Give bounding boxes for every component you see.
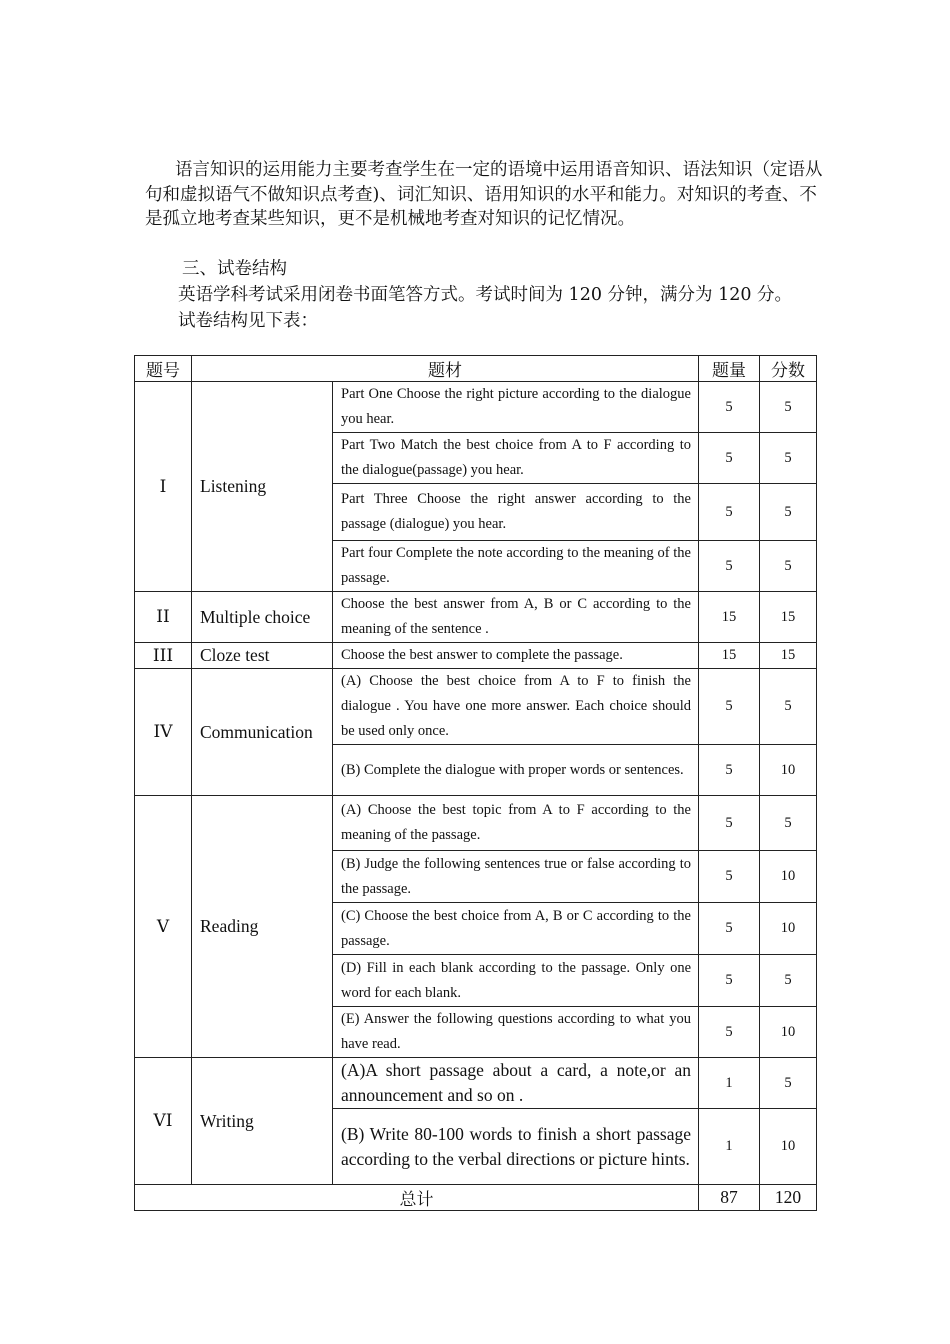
part-count: 5	[699, 669, 760, 745]
section-number: I	[135, 382, 192, 592]
table-total-row	[135, 1185, 817, 1211]
part-description: (C) Choose the best choice from A, B or C according to the passage.	[333, 903, 699, 955]
section-heading: 三、试卷结构	[182, 259, 287, 279]
part-count: 5	[699, 955, 760, 1007]
part-score: 10	[760, 903, 817, 955]
part-score: 5	[760, 669, 817, 745]
header-score: 分数	[760, 356, 817, 382]
part-description: (B) Judge the following sentences true or false according to the passage.	[333, 851, 699, 903]
part-score: 10	[760, 745, 817, 796]
part-score: 5	[760, 1058, 817, 1109]
part-score: 5	[760, 433, 817, 484]
part-description: (B) Write 80-100 words to finish a short passage according to the verbal directions or picture hints.	[333, 1109, 699, 1185]
table-row	[135, 796, 817, 851]
part-score: 10	[760, 1109, 817, 1185]
total-label: 总计	[135, 1185, 699, 1211]
part-count: 5	[699, 796, 760, 851]
part-count: 5	[699, 1007, 760, 1058]
section-number: V	[135, 796, 192, 1058]
table-row	[135, 669, 817, 745]
total-score: 120	[760, 1185, 817, 1211]
section-topic: Reading	[192, 796, 333, 1058]
part-description: (D) Fill in each blank according to the passage. Only one word for each blank.	[333, 955, 699, 1007]
part-description: Part four Complete the note according to the meaning of the passage.	[333, 541, 699, 592]
section-topic: Multiple choice	[192, 592, 333, 643]
part-score: 15	[760, 592, 817, 643]
intro-paragraph: 语言知识的运用能力主要考查学生在一定的语境中运用语音知识、语法知识（定语从句和虚拟语气不做知识点考查)、词汇知识、语用知识的水平和能力。对知识的考查、不是孤立地考查某些知识，更不是机械地考查对知识的记忆情况。	[145, 160, 823, 229]
section-topic: Writing	[192, 1058, 333, 1185]
header-count: 题量	[699, 356, 760, 382]
table-header-row	[135, 356, 817, 382]
section-number: VI	[135, 1058, 192, 1185]
total-count: 87	[699, 1185, 760, 1211]
part-description: (E) Answer the following questions according to what you have read.	[333, 1007, 699, 1058]
part-count: 5	[699, 433, 760, 484]
part-description: Choose the best answer from A, B or C according to the meaning of the sentence .	[333, 592, 699, 643]
part-score: 5	[760, 484, 817, 541]
part-count: 5	[699, 382, 760, 433]
part-count: 15	[699, 643, 760, 669]
part-count: 15	[699, 592, 760, 643]
part-score: 5	[760, 382, 817, 433]
exam-structure-table	[134, 355, 817, 1211]
section-number: II	[135, 592, 192, 643]
table-intro-paragraph: 试卷结构见下表：	[178, 311, 318, 331]
exam-format-paragraph: 英语学科考试采用闭卷书面笔答方式。考试时间为 120 分钟，满分为 120 分。	[178, 285, 793, 305]
table-row	[135, 592, 817, 643]
table-row	[135, 643, 817, 669]
section-topic: Listening	[192, 382, 333, 592]
table-row	[135, 1058, 817, 1109]
part-description: (A)A short passage about a card, a note,or an announcement and so on .	[333, 1058, 699, 1109]
part-score: 5	[760, 796, 817, 851]
part-score: 15	[760, 643, 817, 669]
part-score: 5	[760, 955, 817, 1007]
header-number: 题号	[135, 356, 192, 382]
part-description: Part One Choose the right picture according to the dialogue you hear.	[333, 382, 699, 433]
part-count: 1	[699, 1058, 760, 1109]
table-row	[135, 382, 817, 433]
part-score: 10	[760, 1007, 817, 1058]
part-description: (B) Complete the dialogue with proper words or sentences.	[333, 745, 699, 796]
part-description: (A) Choose the best topic from A to F according to the meaning of the passage.	[333, 796, 699, 851]
section-number: III	[135, 643, 192, 669]
part-count: 5	[699, 541, 760, 592]
part-score: 10	[760, 851, 817, 903]
part-score: 5	[760, 541, 817, 592]
part-description: Part Two Match the best choice from A to F according to the dialogue(passage) you hear.	[333, 433, 699, 484]
part-count: 1	[699, 1109, 760, 1185]
part-count: 5	[699, 851, 760, 903]
section-topic: Cloze test	[192, 643, 333, 669]
section-topic: Communication	[192, 669, 333, 796]
part-count: 5	[699, 903, 760, 955]
section-number: IV	[135, 669, 192, 796]
part-description: Choose the best answer to complete the passage.	[333, 643, 699, 669]
part-count: 5	[699, 745, 760, 796]
part-count: 5	[699, 484, 760, 541]
part-description: Part Three Choose the right answer according to the passage (dialogue) you hear.	[333, 484, 699, 541]
part-description: (A) Choose the best choice from A to F to finish the dialogue . You have one more answer. Each choice should be used only once.	[333, 669, 699, 745]
header-material: 题材	[192, 356, 699, 382]
